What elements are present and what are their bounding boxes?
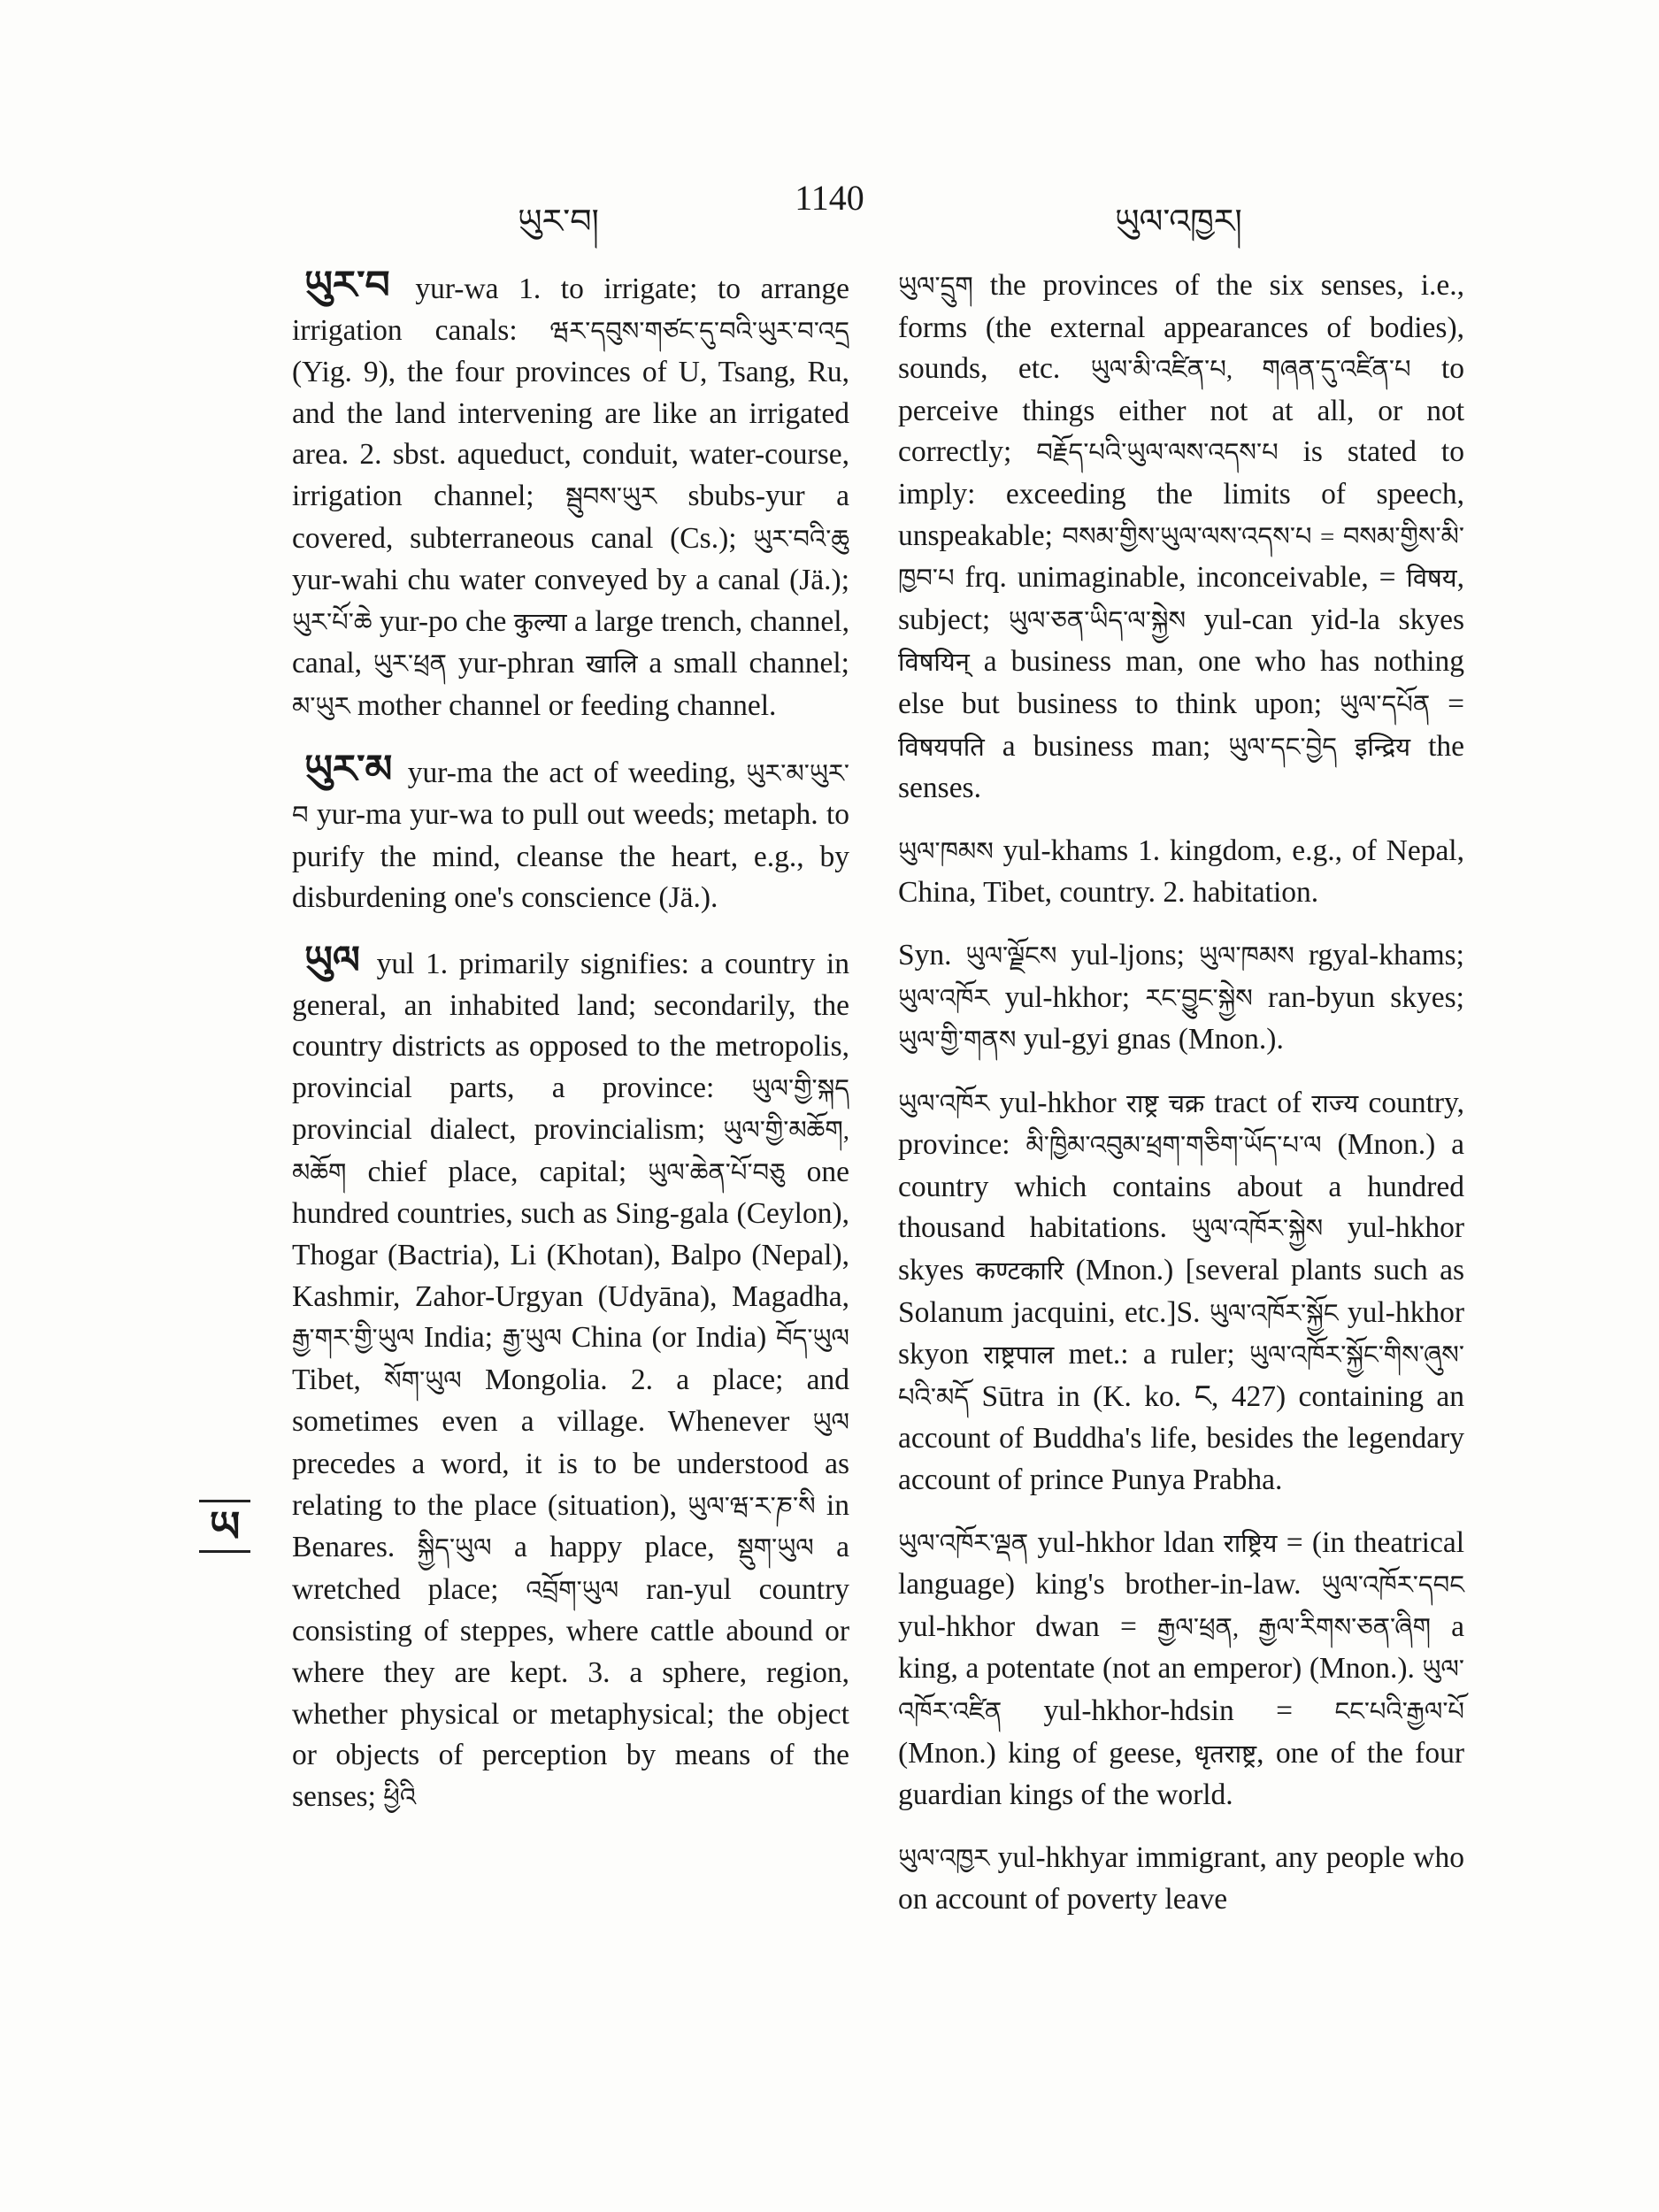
tibetan-text: སྡུག་ཡུལ [737,1534,814,1563]
tibetan-text: ཡུར་བའི་ཆུ [753,525,849,554]
tibetan-text: ཡུལ་ཁམས [1198,941,1294,971]
entry-text: yur-wa 1. to irrigate; to arrange irrigation canals: [292,273,849,347]
entry-text: precedes a word, it is to be understood as relating to the place (situation), [292,1448,849,1522]
tibetan-text: ཡུལ་ཝ་ར་ཎ་སི [687,1492,816,1521]
sanskrit-text: राष्ट्र [1125,1089,1159,1118]
tibetan-text: རང་བྱུང་སྐྱེས [1145,984,1253,1013]
entry-text: Tibet, [292,1363,385,1396]
entry-text: ran-byun skyes; [1252,980,1464,1014]
sanskrit-text: राष्ट्रपाल [983,1341,1055,1371]
entry-text: yul-hkhor ldan [1028,1525,1224,1559]
entry-lead-tibetan: ཡུལ་ཁམས [898,837,994,866]
tibetan-text: ཝར་དབུས་གཙང་དུ་བའི་ཡུར་བ་འདྲ [549,317,849,346]
tibetan-text: རྒྱ་གར་གྱི་ཡུལ [292,1325,415,1354]
entry-headword: ཡུར་བ [304,264,390,307]
tibetan-text: ཡུལ་འཁོར་སྐྱོང་གིས་ཞུས་པའི་མདོ [898,1341,1464,1412]
entry-text [1158,1087,1168,1119]
entry-text: mother channel or feeding channel. [349,688,777,722]
entry-text: , one of the four guardian kings of the world. [898,1736,1464,1812]
tibetan-text: ཡུལ་ལྗོངས [965,941,1057,971]
tibetan-text: ཡུར་མ་ཡུར་བ [292,759,849,831]
entry-text: Sūtra in (K. ko. ང, 427) containing an account of Buddha's life, besides the legendary account of prince Punya Prabha. [898,1379,1464,1497]
page-number: 1140 [795,178,864,218]
entry-text: yul-can yid-la skyes [1186,603,1464,636]
tibetan-text: ཡུལ་དང་བྱེད [1228,733,1337,762]
entry-text: a business man; [984,729,1229,763]
tibetan-text: བསམ་གྱིས་ཡུལ་ལས་འདས་པ = བསམ་གྱིས་མི་ཁྱབ་པ [898,522,1464,594]
tibetan-text: རྒྱལ་ཕྲན, རྒྱལ་རིགས་ཅན་ཞིག [1156,1613,1431,1642]
entry-yul-hkhor-ldan [898,1523,1464,1816]
entry-text: Mongolia. 2. a place; and sometimes even a village. Whenever [292,1363,849,1439]
entry-text: yur-wahi chu water conveyed by a canal (Jä.); [292,564,849,597]
entry-text: yur-ma the act of weeding, [397,756,747,789]
tibetan-text: འབྲོག་ཡུལ [526,1576,619,1605]
tibetan-text: ཡུལ་གྱི་སྐད [751,1074,849,1103]
entry-text: India; [414,1321,503,1355]
entry-yul-khams [898,831,1464,914]
entry-synonyms [898,935,1464,1062]
entry-text: tract of [1204,1086,1312,1119]
tibetan-text: རྒྱ་ཡུལ [502,1325,562,1354]
entry-text: (Mnon.) a country which contains about a hundred thousand habitations. [898,1128,1464,1245]
tibetan-text: སྦུབས་ཡུར [565,482,657,511]
tibetan-text: ཡུལ་གྱི་མཆོག, མཆོག [292,1117,849,1187]
tibetan-text: ཡུར་པོ་ཆེ [292,608,373,637]
tibetan-text: ཡུལ་འཁོར་སྐྱེས [1191,1215,1324,1244]
entry-text: (Mnon.) [several plants such as Solanum jacquini, etc.]S. [898,1254,1464,1329]
entry-text: ran-yul country consisting of steppes, where cattle abound or where they are kept. 3. a sphere, region, whether physical or metaphysical; the object or objects of perception by means of the senses; [292,1572,849,1813]
entry-text: yur-phran [447,647,587,680]
entry-text: yul-hkhor skyon [898,1295,1464,1371]
tibetan-text: ངང་པའི་རྒྱལ་པོ [1334,1698,1464,1726]
entry-text: = (in theatrical language) king's brother-in-law. [898,1525,1465,1601]
tibetan-text: ཡུལ་འཁོར་འཛིན [898,1655,1464,1726]
entry-text: yul-khams 1. kingdom, e.g., of Nepal, China, Tibet, country. 2. habitation. [898,833,1464,910]
sanskrit-text: खालि [586,650,638,680]
entry-text: is stated to imply: exceeding the limits of speech, unspeakable; [898,435,1464,552]
right-column [898,265,1464,1942]
entry-text: yul-hkhor dwan = [898,1609,1157,1643]
page-header [0,177,1659,241]
entry-yur-wa [292,265,849,728]
entry-text [1337,730,1355,763]
entry-lead-tibetan: ཡུལ་འཁྱར [898,1844,990,1873]
entry-text: yul-hkhor [989,1086,1126,1119]
sanskrit-text: धृतराष्ट्र [1194,1740,1257,1769]
entry-text: a king, a potentate (not an emperor) (Mnon.). [898,1609,1465,1686]
tibetan-text: ཡུལ་འཁོར་སྐྱོང [1209,1299,1339,1328]
section-letter-marker: ཡ [199,1500,250,1553]
entry-text: , subject; [898,561,1464,636]
tibetan-text: ཡུལ་ཅན་ཡིད་ལ་སྐྱེས [1008,606,1187,635]
tibetan-text: ཡུལ་མི་འཛིན་པ, གཞན་དུ་འཛིན་པ [1090,356,1411,385]
entry-text: yul-hkhyar immigrant, any people who on account of poverty leave [898,1840,1464,1916]
tibetan-text: མ་ཡུར [292,692,350,721]
entry-headword: ཡུལ [304,938,360,982]
tibetan-text: ཡུལ [812,1409,849,1438]
entry-yul-drug [898,265,1464,810]
entry-text: yur-ma yur-wa to pull out weeds; metaph. to purify the mind, cleanse the heart, e.g., by disburdening one's conscience (Jä.). [292,798,849,915]
entry-yul-hkhor [898,1083,1464,1502]
entry-yul-hkhyar [898,1838,1464,1921]
entry-text: met.: a ruler; [1054,1338,1249,1371]
entry-text: China (or India) [561,1321,777,1355]
entry-text: a business man, one who has nothing else but business to think upon; [898,645,1464,720]
entry-text: Syn. [898,938,966,972]
tibetan-text: ཡུལ་འཁོར [898,984,990,1013]
entry-headword: ཡུར་མ [304,747,393,791]
tibetan-text: བོད་ཡུལ [776,1325,849,1354]
entry-text: the provinces of the six senses, i.e., forms (the external appearances of bodies), sounds, etc. [898,269,1464,386]
tibetan-text: ཡུལ་གྱི་གནས [898,1026,1017,1056]
entry-text: country, province: [898,1086,1464,1162]
entry-text: sbubs-yur a covered, subterraneous canal (Cs.); [292,479,849,555]
sanskrit-text: इन्द्रिय [1355,733,1411,762]
sanskrit-text: कुल्या [513,608,567,637]
entry-text: provincial dialect, provincialism; [292,1113,724,1147]
entry-text: a wretched place; [292,1531,849,1606]
entry-text: a large trench, channel, canal, [292,604,849,680]
entry-yul [292,938,850,1818]
entry-text: = [1430,687,1464,720]
tibetan-text: ཡུར་ཕྲན [373,650,448,680]
entry-text: to perceive things either not at all, or not correctly; [898,352,1464,469]
entry-text: (Mnon.) king of geese, [898,1736,1194,1770]
tibetan-text: སོག་ཡུལ [384,1366,462,1395]
tibetan-text: ཡུལ་དཔོན [1339,690,1431,719]
tibetan-text: ཡུལ་ཆེན་པོ་བཅུ [648,1158,786,1187]
entry-text: rgyal-khams; [1294,938,1464,972]
entry-text: yul-gyi gnas (Mnon.). [1016,1023,1284,1056]
tibetan-text: ཡུལ་འཁོར་དབང [1321,1571,1464,1601]
entry-text: yul 1. primarily signifies: a country in general, an inhabited land; secondarily, the country districts as opposed to the metropolis, provincial parts, a province: [292,947,849,1104]
entry-text: a small channel; [637,647,849,680]
entry-text: one hundred countries, such as Sing-gala (Ceylon), Thogar (Bactria), Li (Khotan), Balpo (Nepal), Kashmir, Zahor-Urgyan (Udyāna), Magadha, [292,1155,850,1313]
left-column [292,265,849,1839]
tibetan-text: བརྗོད་པའི་ཡུལ་ལས་འདས་པ [1036,439,1279,468]
tibetan-text: ཕྱིའི [383,1783,417,1812]
entry-text: yul-hkhor-hdsin = [1002,1694,1335,1727]
entry-yur-ma [292,749,849,919]
sanskrit-text: राज्य [1311,1089,1359,1118]
entry-lead-tibetan: ཡུལ་འཁོར [898,1089,990,1118]
header-right-headword: ཡུལ་འཁྱར། [1115,204,1242,241]
entry-text: (Yig. 9), the four provinces of U, Tsang, Ru, and the land intervening are like an irrigated area. 2. sbst. aqueduct, conduit, water-course, irrigation channel; [292,356,849,512]
entry-text: yul-ljons; [1056,938,1199,972]
entry-text: yul-hkhor; [989,980,1146,1014]
header-left-headword: ཡུར་བ། [518,204,599,241]
entry-text: in Benares. [292,1488,849,1564]
sanskrit-text: विषयिन् [898,649,970,678]
sanskrit-text: विषयपति [898,733,985,762]
tibetan-text: སྐྱིད་ཡུལ [417,1534,492,1563]
entry-lead-tibetan: ཡུལ་འཁོར་ལྡན [898,1529,1029,1558]
sanskrit-text: चक्र [1168,1089,1205,1118]
entry-text: the senses. [898,729,1465,805]
entry-text: a happy place, [491,1531,738,1564]
sanskrit-text: कण्टकारि [975,1257,1064,1286]
entry-text: yul-hkhor skyes [898,1211,1464,1287]
entry-text: frq. unimaginable, inconceivable, = [954,561,1407,595]
tibetan-text: མི་ཁྱིམ་འབུམ་ཕྲག་གཅིག་ཡོད་པ་ལ [1025,1132,1322,1161]
sanskrit-text: राष्ट्रिय [1223,1529,1278,1558]
entry-text: chief place, capital; [346,1155,649,1188]
entry-text: yur-po che [372,604,514,638]
entry-lead-tibetan: ཡུལ་དྲུག [898,273,973,301]
sanskrit-text: विषय [1406,565,1457,594]
